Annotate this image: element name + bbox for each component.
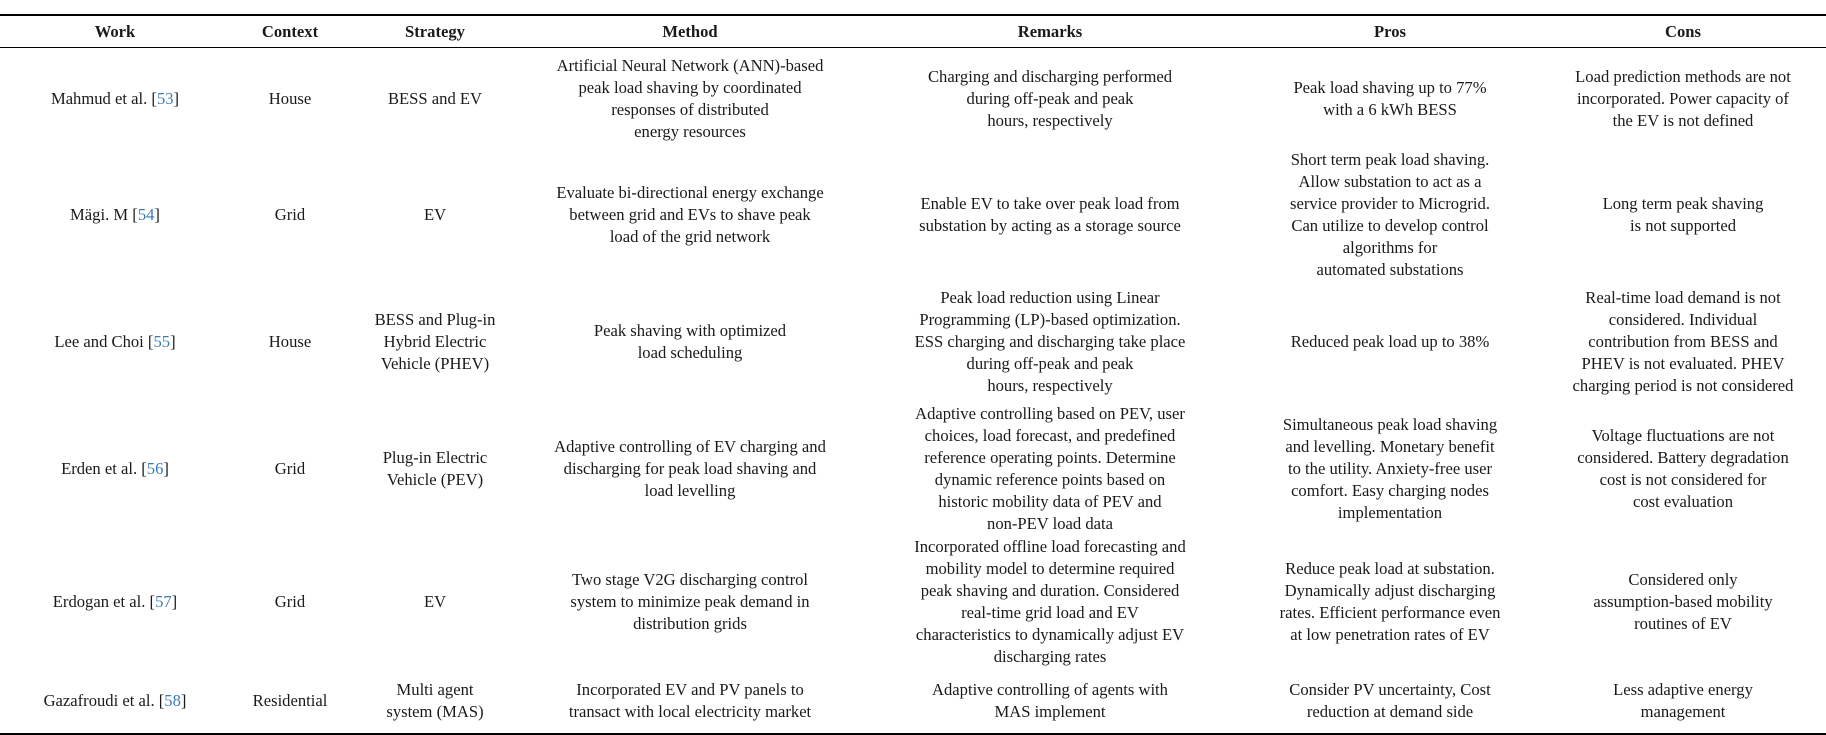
cell-strategy (350, 281, 520, 403)
remarks-line: historic mobility data of PEV and (938, 492, 1162, 511)
work-bracket-close: ] (173, 88, 180, 108)
work-author: Erdogan et al. [ (52, 591, 156, 611)
method-line: peak load shaving by coordinated (578, 77, 802, 97)
strategy-line: Multi agent (396, 679, 474, 699)
pros-line: Peak load shaving up to 77% (1293, 77, 1487, 97)
work-bracket-close: ] (170, 332, 176, 351)
pros-line: automated substations (1316, 260, 1464, 279)
header-row (0, 15, 1826, 48)
work-bracket-close: ] (154, 205, 160, 224)
cell-cons (1540, 403, 1826, 535)
remarks-line: during off-peak and peak (966, 354, 1134, 373)
table-row (0, 281, 1826, 403)
remarks-line: hours, respectively (987, 376, 1113, 395)
cell-context (230, 48, 350, 150)
cell-cons (1540, 535, 1826, 668)
cell-strategy (350, 668, 520, 734)
method-line: Evaluate bi-directional energy exchange (556, 183, 824, 202)
context-line: Residential (252, 690, 328, 710)
strategy-line: EV (423, 205, 447, 224)
header-strategy: Strategy (405, 21, 465, 41)
method-line: Incorporated EV and PV panels to (576, 679, 804, 699)
pros-line: implementation (1337, 503, 1443, 522)
pros-line: Consider PV uncertainty, Cost (1289, 679, 1491, 699)
remarks-line: Incorporated offline load forecasting and (914, 536, 1186, 556)
citation-link[interactable]: 58 (164, 690, 181, 710)
remarks-line: non-PEV load data (987, 514, 1113, 533)
cell-remarks (860, 281, 1240, 403)
work-author: Mägi. M [ (70, 205, 138, 224)
remarks-line: Adaptive controlling based on PEV, user (915, 404, 1185, 423)
cell-remarks (860, 149, 1240, 281)
remarks-line: Charging and discharging performed (927, 66, 1173, 86)
cell-cons (1540, 149, 1826, 281)
remarks-line: reference operating points. Determine (924, 448, 1176, 467)
work-bracket-close: ] (171, 591, 178, 611)
cons-line: contribution from BESS and (1588, 332, 1778, 351)
work-author: Erden et al. [ (61, 459, 147, 478)
cons-line: cost evaluation (1633, 492, 1733, 511)
cell-method (520, 668, 860, 734)
cons-line: is not supported (1629, 216, 1736, 235)
context-line: Grid (274, 459, 306, 478)
citation-link[interactable]: 55 (153, 332, 171, 351)
cell-work (0, 668, 230, 734)
strategy-line: Hybrid Electric (383, 332, 487, 351)
context-line: Grid (274, 205, 306, 224)
cons-line: Load prediction methods are not (1575, 66, 1791, 86)
strategy-line: system (MAS) (386, 701, 484, 721)
citation-link[interactable]: 54 (137, 205, 155, 224)
remarks-line: mobility model to determine required (925, 558, 1175, 578)
table-row (0, 668, 1826, 734)
method-line: between grid and EVs to shave peak (569, 205, 811, 224)
header-pros: Pros (1374, 21, 1406, 41)
pros-line: algorithms for (1342, 238, 1438, 257)
table-header (0, 15, 1826, 48)
cell-method (520, 535, 860, 668)
cell-cons (1540, 668, 1826, 734)
cell-work (0, 149, 230, 281)
method-line: energy resources (634, 121, 746, 141)
work-bracket-close: ] (163, 459, 169, 478)
cell-context (230, 281, 350, 403)
remarks-line: hours, respectively (987, 110, 1113, 130)
cons-line: management (1640, 701, 1726, 721)
pros-line: at low penetration rates of EV (1290, 624, 1490, 644)
header-method: Method (662, 21, 718, 41)
cell-pros (1240, 149, 1540, 281)
strategy-line: EV (423, 591, 447, 611)
strategy-line: Plug-in Electric (382, 448, 488, 467)
cell-strategy (350, 149, 520, 281)
cell-pros (1240, 48, 1540, 150)
citation-link[interactable]: 57 (155, 591, 172, 611)
cell-context (230, 668, 350, 734)
cell-pros (1240, 535, 1540, 668)
cell-strategy (350, 403, 520, 535)
method-line: system to minimize peak demand in (570, 591, 810, 611)
header-work: Work (94, 21, 136, 41)
pros-line: with a 6 kWh BESS (1323, 99, 1457, 119)
method-line: Artificial Neural Network (ANN)-based (556, 55, 824, 75)
work-author: Mahmud et al. [ (50, 88, 157, 108)
cell-pros (1240, 668, 1540, 734)
pros-line: Reduce peak load at substation. (1285, 558, 1495, 578)
cons-line: cost is not considered for (1599, 470, 1767, 489)
cons-line: PHEV is not evaluated. PHEV (1581, 354, 1785, 373)
strategy-line: Vehicle (PHEV) (380, 354, 490, 373)
table-row (0, 149, 1826, 281)
method-line: responses of distributed (611, 99, 769, 119)
cell-context (230, 149, 350, 281)
cons-line: considered. Individual (1608, 310, 1758, 329)
pros-line: rates. Efficient performance even (1279, 602, 1501, 622)
method-line: Peak shaving with optimized (593, 321, 787, 340)
cell-cons (1540, 281, 1826, 403)
remarks-line: characteristics to dynamically adjust EV (915, 624, 1185, 644)
pros-line: Short term peak load shaving. (1290, 150, 1490, 169)
work-author: Gazafroudi et al. [ (43, 690, 165, 710)
remarks-line: during off-peak and peak (966, 88, 1134, 108)
method-line: discharging for peak load shaving and (563, 459, 817, 478)
context-line: Grid (274, 591, 306, 611)
work-author: Lee and Choi [ (54, 332, 154, 351)
pros-line: Can utilize to develop control (1291, 216, 1489, 235)
header-remarks: Remarks (1017, 21, 1083, 41)
remarks-line: ESS charging and discharging take place (914, 332, 1186, 351)
cons-line: Considered only (1628, 569, 1738, 589)
cons-line: the EV is not defined (1612, 110, 1754, 130)
cell-cons (1540, 48, 1826, 150)
remarks-line: peak shaving and duration. Considered (920, 580, 1180, 600)
cons-line: incorporated. Power capacity of (1577, 88, 1789, 108)
cell-pros (1240, 281, 1540, 403)
method-line: Two stage V2G discharging control (571, 569, 809, 589)
strategy-line: Vehicle (PEV) (386, 470, 484, 489)
remarks-line: discharging rates (993, 646, 1107, 666)
remarks-line: Peak load reduction using Linear (940, 288, 1160, 307)
cell-method (520, 149, 860, 281)
remarks-line: MAS implement (994, 701, 1106, 721)
table-row (0, 403, 1826, 535)
method-line: load levelling (644, 481, 736, 500)
remarks-line: dynamic reference points based on (934, 470, 1166, 489)
cell-work (0, 281, 230, 403)
remarks-line: choices, load forecast, and predefined (924, 426, 1176, 445)
method-line: load scheduling (637, 343, 743, 362)
citation-link[interactable]: 53 (156, 88, 174, 108)
strategy-line: BESS and EV (387, 88, 483, 108)
cell-remarks (860, 668, 1240, 734)
remarks-line: Adaptive controlling of agents with (932, 679, 1168, 699)
method-line: distribution grids (633, 613, 747, 633)
cons-line: routines of EV (1634, 613, 1732, 633)
cell-method (520, 281, 860, 403)
strategy-line: BESS and Plug-in (374, 310, 496, 329)
comparison-table (0, 14, 1826, 735)
cons-line: Voltage fluctuations are not (1591, 426, 1775, 445)
pros-line: to the utility. Anxiety-free user (1288, 459, 1492, 478)
cell-strategy (350, 48, 520, 150)
method-line: Adaptive controlling of EV charging and (554, 437, 826, 456)
pros-line: service provider to Microgrid. (1290, 194, 1490, 213)
pros-line: Allow substation to act as a (1298, 172, 1482, 191)
cell-method (520, 48, 860, 150)
citation-link[interactable]: 56 (146, 459, 164, 478)
remarks-line: substation by acting as a storage source (919, 216, 1181, 235)
cons-line: Less adaptive energy (1613, 679, 1753, 699)
table-row (0, 48, 1826, 150)
cell-method (520, 403, 860, 535)
pros-line: Simultaneous peak load shaving (1282, 415, 1498, 434)
pros-line: Reduced peak load up to 38% (1290, 332, 1490, 351)
cell-work (0, 535, 230, 668)
cell-remarks (860, 48, 1240, 150)
context-line: House (268, 88, 312, 108)
pros-line: and levelling. Monetary benefit (1285, 437, 1495, 456)
cons-line: Real-time load demand is not (1585, 288, 1781, 307)
cons-line: assumption-based mobility (1593, 591, 1773, 611)
remarks-line: Programming (LP)-based optimization. (919, 310, 1181, 329)
cell-work (0, 403, 230, 535)
method-line: transact with local electricity market (568, 701, 812, 721)
header-cons: Cons (1665, 21, 1701, 41)
pros-line: Dynamically adjust discharging (1284, 580, 1496, 600)
cell-strategy (350, 535, 520, 668)
cell-context (230, 403, 350, 535)
work-bracket-close: ] (180, 690, 187, 710)
table-body (0, 48, 1826, 735)
cons-line: considered. Battery degradation (1577, 448, 1789, 467)
pros-line: reduction at demand side (1306, 701, 1474, 721)
cons-line: Long term peak shaving (1602, 194, 1764, 213)
table-row (0, 535, 1826, 668)
remarks-line: real-time grid load and EV (961, 602, 1139, 622)
cell-remarks (860, 535, 1240, 668)
remarks-line: Enable EV to take over peak load from (920, 194, 1180, 213)
header-context: Context (261, 21, 319, 41)
context-line: House (268, 332, 312, 351)
cell-work (0, 48, 230, 150)
cell-context (230, 535, 350, 668)
cons-line: charging period is not considered (1572, 376, 1794, 395)
cell-pros (1240, 403, 1540, 535)
method-line: load of the grid network (609, 227, 771, 246)
cell-remarks (860, 403, 1240, 535)
pros-line: comfort. Easy charging nodes (1291, 481, 1489, 500)
